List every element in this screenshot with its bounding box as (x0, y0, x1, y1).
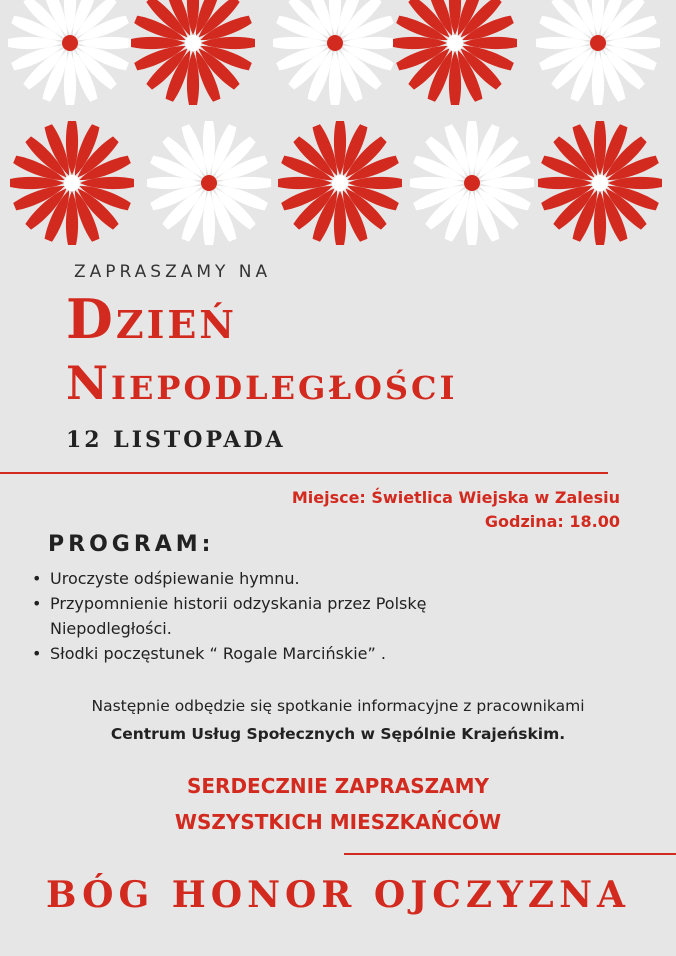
flower-icon (147, 121, 271, 245)
title-line-1: Dzień (66, 287, 238, 351)
invitation-line-1: SERDECZNIE ZAPRASZAMY (186, 774, 489, 798)
flower-icon (131, 0, 255, 105)
event-time: Godzina: 18.00 (484, 512, 620, 531)
flower-icon (410, 121, 534, 245)
program-list (32, 566, 552, 666)
flower-icon (8, 0, 132, 105)
invite-line: ZAPRASZAMY NA (74, 262, 272, 282)
invitation-line-2: WSZYSTKICH MIESZKAŃCÓW (174, 810, 502, 834)
event-details (292, 486, 620, 534)
motto: BÓG HONOR OJCZYZNA (46, 874, 630, 916)
event-place: Miejsce: Świetlica Wiejska w Zalesiu (291, 488, 620, 507)
divider-top (0, 472, 608, 474)
flower-icon (278, 121, 402, 245)
program-heading: PROGRAM: (48, 532, 215, 557)
flower-icon (393, 0, 517, 105)
program-item: • Słodki poczęstunek “ Rogale Marcińskie” . (32, 641, 552, 666)
flower-icon (538, 121, 662, 245)
flower-pattern (0, 0, 676, 246)
program-item: • Uroczyste odśpiewanie hymnu. (32, 566, 552, 591)
info-line-1: Następnie odbędzie się spotkanie informacyjne z pracownikami (91, 697, 585, 715)
info-line-2: Centrum Usług Społecznych w Sępólnie Krajeńskim. (110, 725, 566, 743)
program-item: • Przypomnienie historii odzyskania przez Polskę Niepodległości. (32, 591, 552, 641)
invitation-text (0, 768, 676, 840)
title-line-2: Niepodległości (66, 356, 458, 410)
divider-bottom (344, 853, 676, 855)
flower-icon (10, 121, 134, 245)
info-text (0, 692, 676, 748)
event-date: 12 LISTOPADA (66, 427, 286, 453)
flower-icon (273, 0, 397, 105)
flower-icon (536, 0, 660, 105)
